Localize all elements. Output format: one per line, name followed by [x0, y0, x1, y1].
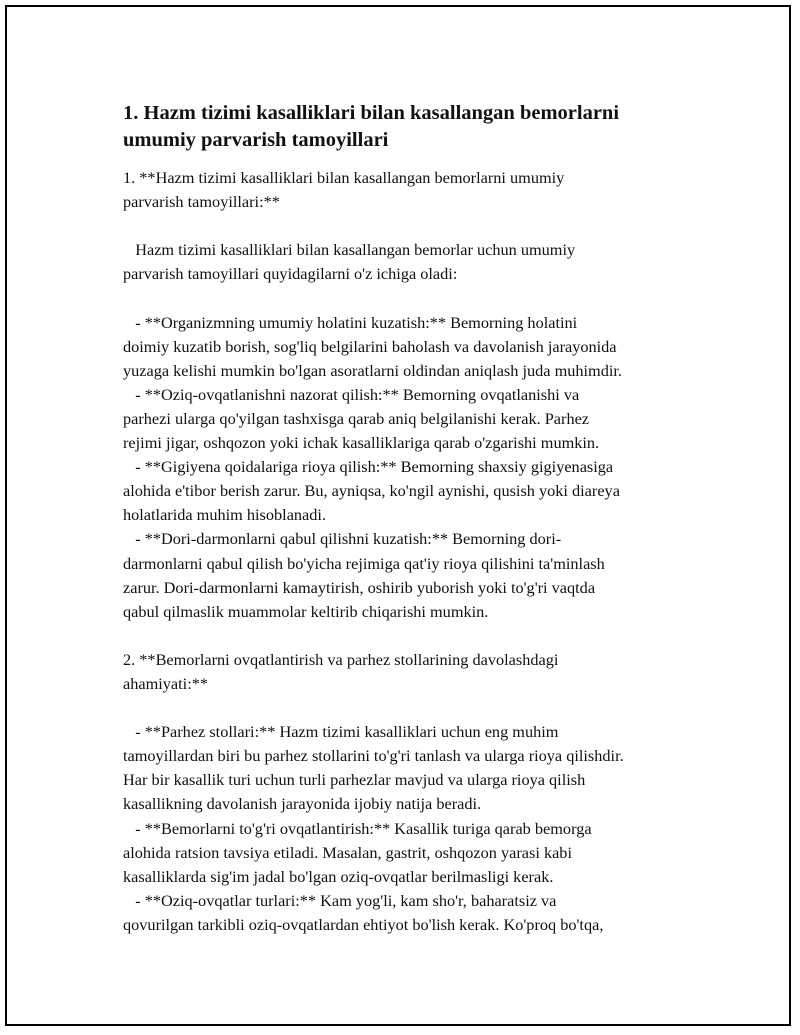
- body-line: [123, 214, 683, 238]
- body-line: darmonlarni qabul qilish bo'yicha rejimiga qat'iy rioya qilishini ta'minlash: [123, 553, 605, 573]
- body-line: [123, 696, 683, 720]
- body-line: ahamiyati:**: [123, 673, 208, 693]
- body-line: parvarish tamoyillari quyidagilarni o'z ichiga oladi:: [123, 264, 458, 284]
- body-line: tamoyillardan biri bu parhez stollarini to'g'ri tanlash va ularga rioya qilishdir.: [123, 746, 624, 766]
- body-line: 1. **Hazm tizimi kasalliklari bilan kasallangan bemorlarni umumiy: [123, 168, 565, 187]
- body-line: alohida ratsion tavsiya etiladi. Masalan, gastrit, oshqozon yarasi kabi: [123, 842, 572, 862]
- document-content: [123, 100, 683, 937]
- body-line: holatlarida muhim hisoblanadi.: [123, 505, 327, 525]
- body-line: yuzaga kelishi mumkin bo'lgan asoratlarni oldindan aniqlash juda muhimdir.: [123, 360, 622, 380]
- body-line: Har bir kasallik turi uchun turli parhezlar mavjud va ularga rioya qilish: [123, 770, 586, 790]
- body-line: [123, 286, 683, 310]
- title-line: umumiy parvarish tamoyillari: [123, 129, 389, 151]
- document-body: [123, 166, 683, 937]
- body-line: alohida e'tibor berish zarur. Bu, ayniqsa, ko'ngil aynishi, qusish yoki diareya: [123, 481, 620, 501]
- body-line: - **Dori-darmonlarni qabul qilishni kuzatish:** Bemorning dori-: [123, 529, 562, 549]
- body-line: 2. **Bemorlarni ovqatlantirish va parhez stollarining davolashdagi: [123, 649, 559, 669]
- body-line: rejimi jigar, oshqozon yoki ichak kasalliklariga qarab o'zgarishi mumkin.: [123, 433, 600, 453]
- body-line: qovurilgan tarkibli oziq-ovqatlardan ehtiyot bo'lish kerak. Ko'proq bo'tqa,: [123, 914, 604, 934]
- body-line: [123, 624, 683, 648]
- body-line: doimiy kuzatib borish, sog'liq belgilarini baholash va davolanish jarayonida: [123, 336, 617, 356]
- body-line: - **Organizmning umumiy holatini kuzatish:** Bemorning holatini: [123, 312, 578, 332]
- body-line: - **Oziq-ovqatlanishni nazorat qilish:** Bemorning ovqatlanishi va: [123, 384, 580, 404]
- body-line: - **Bemorlarni to'g'ri ovqatlantirish:** Kasallik turiga qarab bemorga: [123, 818, 592, 838]
- document-page: [5, 5, 791, 1026]
- body-line: - **Parhez stollari:** Hazm tizimi kasalliklari uchun eng muhim: [123, 722, 559, 742]
- body-line: qabul qilmaslik muammolar keltirib chiqarishi mumkin.: [123, 601, 489, 621]
- body-line: parvarish tamoyillari:**: [123, 192, 280, 212]
- body-line: - **Oziq-ovqatlar turlari:** Kam yog'li, kam sho'r, baharatsiz va: [123, 890, 557, 910]
- body-line: zarur. Dori-darmonlarni kamaytirish, oshirib yuborish yoki to'g'ri vaqtda: [123, 577, 596, 597]
- title-line: 1. Hazm tizimi kasalliklari bilan kasallangan bemorlarni: [123, 102, 620, 124]
- body-line: Hazm tizimi kasalliklari bilan kasallangan bemorlar uchun umumiy: [123, 240, 576, 260]
- body-line: kasallikning davolanish jarayonida ijobiy natija beradi.: [123, 794, 482, 814]
- body-line: kasalliklarda sig'im jadal bo'lgan oziq-ovqatlar berilmasligi kerak.: [123, 866, 554, 886]
- body-line: parhezi ularga qo'yilgan tashxisga qarab aniq belgilanishi kerak. Parhez: [123, 408, 590, 428]
- body-line: - **Gigiyena qoidalariga rioya qilish:** Bemorning shaxsiy gigiyenasiga: [123, 457, 614, 477]
- document-title: [123, 100, 683, 154]
